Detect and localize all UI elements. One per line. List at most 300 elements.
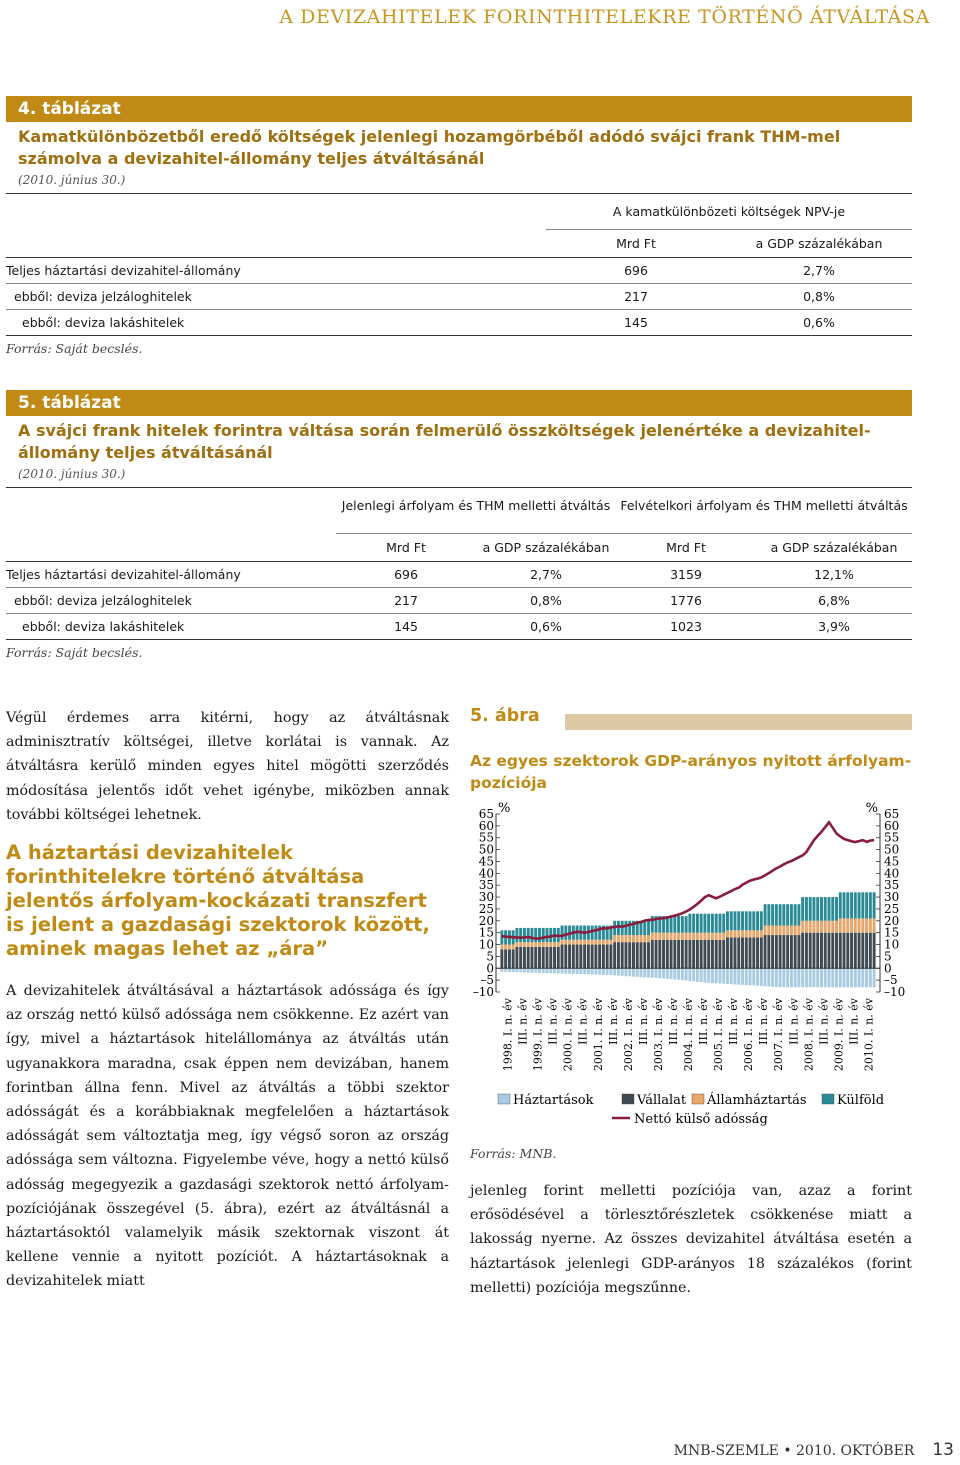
legend-swatch-hh — [498, 1094, 510, 1104]
bar-hh — [737, 968, 740, 984]
bar-gov — [527, 942, 530, 947]
bar-ext — [843, 892, 846, 918]
bar-corp — [843, 933, 846, 969]
bar-ext — [696, 914, 699, 933]
bar-gov — [688, 933, 691, 940]
bar-ext — [670, 916, 673, 933]
bar-corp — [734, 937, 737, 968]
bar-ext — [546, 928, 549, 942]
bar-corp — [688, 940, 691, 968]
bar-gov — [598, 940, 601, 945]
bar-hh — [617, 968, 620, 975]
bar-gov — [658, 933, 661, 940]
bar-corp — [700, 940, 703, 968]
x-tick-label: III. n. év — [516, 998, 530, 1045]
legend-swatch-gov — [692, 1094, 704, 1104]
bar-hh — [651, 968, 654, 977]
bar-corp — [598, 945, 601, 969]
bar-hh — [613, 968, 616, 975]
bar-corp — [591, 945, 594, 969]
bar-hh — [820, 968, 823, 987]
table-4-col2: a GDP százalékában — [755, 236, 883, 251]
bar-corp — [632, 942, 635, 968]
bar-hh — [546, 968, 549, 973]
cell: 0,8% — [803, 289, 835, 304]
bar-gov — [561, 940, 564, 945]
bar-hh — [579, 968, 582, 974]
legend-label-ext: Külföld — [837, 1093, 885, 1108]
bar-corp — [828, 933, 831, 969]
bar-hh — [692, 968, 695, 981]
x-tick-label: III. n. év — [636, 998, 650, 1045]
bar-corp — [572, 945, 575, 969]
bar-ext — [561, 926, 564, 940]
x-tick-label: 2003. I. n. év — [651, 998, 665, 1072]
bar-ext — [775, 904, 778, 925]
bar-corp — [515, 947, 518, 968]
bar-hh — [779, 968, 782, 987]
bar-hh — [858, 968, 861, 987]
bar-corp — [670, 940, 673, 968]
legend-label-hh: Háztartások — [513, 1093, 594, 1108]
row-label: ebből: deviza jelzáloghitelek — [14, 593, 192, 608]
bar-gov — [707, 933, 710, 940]
bar-ext — [794, 904, 797, 925]
bar-ext — [801, 897, 804, 921]
bar-gov — [591, 940, 594, 945]
bar-gov — [734, 930, 737, 937]
bar-ext — [534, 928, 537, 942]
y-tick-label-left: –5 — [480, 973, 494, 988]
bar-ext — [745, 911, 748, 930]
table-5-grid — [6, 487, 912, 640]
bar-gov — [662, 933, 665, 940]
bar-corp — [764, 935, 767, 968]
bar-corp — [794, 935, 797, 968]
x-tick-label: III. n. év — [727, 998, 741, 1045]
bar-hh — [500, 968, 503, 972]
bar-ext — [779, 904, 782, 925]
bar-gov — [812, 921, 815, 933]
bar-corp — [587, 945, 590, 969]
bar-ext — [831, 897, 834, 921]
bar-hh — [846, 968, 849, 987]
x-tick-label: 2004. I. n. év — [682, 998, 695, 1072]
bar-corp — [538, 947, 541, 968]
bar-hh — [568, 968, 571, 973]
bar-corp — [801, 933, 804, 969]
bar-gov — [606, 940, 609, 945]
bar-hh — [576, 968, 579, 974]
bar-corp — [643, 942, 646, 968]
bar-ext — [737, 911, 740, 930]
y-tick-label-left: 5 — [486, 949, 494, 964]
bar-corp — [512, 949, 515, 968]
bar-gov — [553, 942, 556, 947]
bar-ext — [756, 911, 759, 930]
cell: 3,9% — [818, 619, 850, 634]
y-tick-label-right: 65 — [884, 807, 900, 821]
bar-corp — [628, 942, 631, 968]
y-tick-label-right: 35 — [884, 878, 900, 893]
table-5-source: Forrás: Saját becslés. — [6, 645, 143, 660]
bar-gov — [767, 926, 770, 935]
table-row — [6, 310, 912, 336]
bar-gov — [861, 918, 864, 932]
bar-ext — [564, 926, 567, 940]
bar-ext — [538, 928, 541, 942]
bar-gov — [500, 945, 503, 950]
bar-corp — [767, 935, 770, 968]
bar-ext — [820, 897, 823, 921]
bar-hh — [764, 968, 767, 986]
bar-ext — [854, 892, 857, 918]
y-tick-label-right: 50 — [884, 842, 900, 857]
bar-hh — [655, 968, 658, 978]
bar-hh — [745, 968, 748, 985]
bar-ext — [760, 911, 763, 930]
bar-hh — [685, 968, 688, 980]
bar-ext — [677, 916, 680, 933]
bar-corp — [824, 933, 827, 969]
bar-ext — [767, 904, 770, 925]
bar-ext — [734, 911, 737, 930]
bar-ext — [782, 904, 785, 925]
bar-hh — [790, 968, 793, 987]
bar-corp — [760, 937, 763, 968]
y-tick-label-right: 30 — [884, 890, 900, 905]
bar-ext — [530, 928, 533, 942]
bar-hh — [760, 968, 763, 986]
bar-gov — [519, 942, 522, 947]
bar-corp — [696, 940, 699, 968]
table-row — [6, 614, 912, 640]
y-axis-right-unit: % — [865, 802, 878, 816]
bar-gov — [718, 933, 721, 940]
bar-corp — [546, 947, 549, 968]
cell: 217 — [624, 289, 648, 304]
bar-ext — [527, 928, 530, 942]
bar-gov — [756, 930, 759, 937]
bar-gov — [647, 935, 650, 942]
y-tick-label-left: 50 — [478, 842, 494, 857]
bar-corp — [519, 947, 522, 968]
bar-gov — [805, 921, 808, 933]
bar-ext — [722, 914, 725, 933]
table-5-group1: Jelenlegi árfolyam és THM melletti átváltás — [336, 488, 616, 534]
bar-hh — [504, 968, 507, 972]
bar-gov — [775, 926, 778, 935]
bar-hh — [703, 968, 706, 982]
bar-hh — [587, 968, 590, 974]
cell: 3159 — [670, 567, 702, 582]
bar-corp — [651, 940, 654, 968]
cell: 1023 — [670, 619, 702, 634]
y-tick-label-right: 45 — [884, 854, 900, 869]
row-label: Teljes háztartási devizahitel-állomány — [6, 263, 241, 278]
bar-corp — [737, 937, 740, 968]
table-5-number-bar — [6, 390, 912, 416]
cell: 2,7% — [530, 567, 562, 582]
y-tick-label-left: 10 — [478, 937, 494, 952]
legend-label-gov: Államháztartás — [707, 1093, 807, 1108]
bar-corp — [846, 933, 849, 969]
bar-gov — [730, 930, 733, 937]
y-tick-label-left: 40 — [478, 866, 494, 881]
bar-corp — [858, 933, 861, 969]
bar-ext — [816, 897, 819, 921]
bar-ext — [647, 921, 650, 935]
bar-gov — [865, 918, 868, 932]
bar-hh — [583, 968, 586, 974]
bar-gov — [726, 930, 729, 937]
bar-gov — [655, 933, 658, 940]
y-tick-label-right: 40 — [884, 866, 900, 881]
x-tick-label: 2009. I. n. év — [832, 998, 846, 1072]
bar-ext — [741, 911, 744, 930]
y-tick-label-right: 15 — [884, 925, 900, 940]
bar-ext — [628, 921, 631, 935]
bar-gov — [715, 933, 718, 940]
bar-gov — [850, 918, 853, 932]
bar-gov — [542, 942, 545, 947]
bar-gov — [779, 926, 782, 935]
bar-gov — [583, 940, 586, 945]
bar-corp — [553, 947, 556, 968]
bar-ext — [711, 914, 714, 933]
bar-ext — [703, 914, 706, 933]
cell: 1776 — [670, 593, 702, 608]
bar-hh — [786, 968, 789, 987]
bar-corp — [820, 933, 823, 969]
table-5-col2: a GDP százalékában — [482, 540, 610, 555]
y-tick-label-right: 55 — [884, 830, 900, 845]
bar-gov — [530, 942, 533, 947]
bar-hh — [527, 968, 530, 972]
bar-corp — [816, 933, 819, 969]
x-tick-label: 2001. I. n. év — [591, 998, 605, 1072]
table-4-grid — [6, 193, 912, 336]
bar-gov — [703, 933, 706, 940]
bar-corp — [621, 942, 624, 968]
bar-gov — [749, 930, 752, 937]
bar-gov — [869, 918, 872, 932]
bar-hh — [602, 968, 605, 975]
bar-hh — [647, 968, 650, 977]
bar-hh — [809, 968, 812, 987]
bar-corp — [839, 933, 842, 969]
bar-ext — [869, 892, 872, 918]
bar-hh — [557, 968, 560, 973]
page-footer — [674, 1440, 954, 1460]
bar-hh — [734, 968, 737, 984]
bar-hh — [797, 968, 800, 987]
bar-ext — [752, 911, 755, 930]
running-head: A DEVIZAHITELEK FORINTHITELEKRE TÖRTÉNŐ ÁTVÁLTÁSA — [279, 6, 930, 28]
bar-hh — [831, 968, 834, 987]
bar-gov — [564, 940, 567, 945]
bar-corp — [636, 942, 639, 968]
bar-corp — [609, 945, 612, 969]
y-tick-label-right: 60 — [884, 818, 900, 833]
bar-gov — [523, 942, 526, 947]
bar-gov — [835, 921, 838, 933]
bar-hh — [869, 968, 872, 987]
bar-gov — [816, 921, 819, 933]
bar-gov — [568, 940, 571, 945]
bar-gov — [557, 942, 560, 947]
cell: 696 — [394, 567, 418, 582]
bar-gov — [643, 935, 646, 942]
bar-hh — [767, 968, 770, 986]
bar-corp — [564, 945, 567, 969]
bar-corp — [647, 942, 650, 968]
bar-corp — [745, 937, 748, 968]
sector-position-chart — [470, 802, 912, 1142]
cell: 0,6% — [530, 619, 562, 634]
bar-hh — [816, 968, 819, 987]
bar-gov — [741, 930, 744, 937]
bar-corp — [681, 940, 684, 968]
bar-corp — [666, 940, 669, 968]
bar-gov — [820, 921, 823, 933]
bar-ext — [764, 904, 767, 925]
cell: 6,8% — [818, 593, 850, 608]
table-5-col1: Mrd Ft — [386, 540, 426, 555]
bar-gov — [636, 935, 639, 942]
x-tick-label: III. n. év — [576, 998, 590, 1045]
bar-hh — [632, 968, 635, 976]
figure-header-bar — [565, 714, 912, 730]
bar-gov — [621, 935, 624, 942]
bar-gov — [587, 940, 590, 945]
bar-hh — [749, 968, 752, 985]
bar-ext — [523, 928, 526, 942]
table-row — [6, 588, 912, 614]
x-tick-label: 2007. I. n. év — [772, 998, 786, 1072]
bar-gov — [858, 918, 861, 932]
x-tick-label: 2000. I. n. év — [561, 998, 575, 1072]
bar-ext — [681, 916, 684, 933]
bar-hh — [752, 968, 755, 985]
bar-hh — [534, 968, 537, 973]
table-5-group2: Felvételkori árfolyam és THM melletti átváltás — [616, 488, 912, 534]
bar-hh — [523, 968, 526, 972]
bar-gov — [846, 918, 849, 932]
bar-hh — [828, 968, 831, 987]
bar-hh — [621, 968, 624, 976]
bar-ext — [519, 928, 522, 942]
bar-corp — [812, 933, 815, 969]
bar-gov — [579, 940, 582, 945]
bar-gov — [873, 918, 876, 932]
bar-hh — [805, 968, 808, 987]
bar-corp — [752, 937, 755, 968]
bar-ext — [865, 892, 868, 918]
y-tick-label-left: 35 — [478, 878, 494, 893]
bar-gov — [685, 933, 688, 940]
bar-corp — [809, 933, 812, 969]
legend-label-line: Nettó külső adósság — [634, 1112, 768, 1127]
table-5-col4: a GDP százalékában — [770, 540, 898, 555]
bar-hh — [850, 968, 853, 987]
bar-hh — [782, 968, 785, 987]
bar-hh — [591, 968, 594, 974]
bar-hh — [688, 968, 691, 981]
x-tick-label: III. n. év — [787, 998, 801, 1045]
bar-corp — [718, 940, 721, 968]
bar-corp — [692, 940, 695, 968]
bar-gov — [809, 921, 812, 933]
bar-corp — [831, 933, 834, 969]
bar-ext — [707, 914, 710, 933]
bar-corp — [703, 940, 706, 968]
bar-hh — [643, 968, 646, 977]
bar-corp — [579, 945, 582, 969]
bar-ext — [726, 911, 729, 930]
bar-hh — [873, 968, 876, 987]
bar-gov — [673, 933, 676, 940]
bar-hh — [598, 968, 601, 974]
bar-ext — [786, 904, 789, 925]
bar-hh — [726, 968, 729, 984]
bar-corp — [805, 933, 808, 969]
bar-gov — [549, 942, 552, 947]
table-5-title: A svájci frank hitelek forintra váltása során felmerülő összköltségek jelenértéke a devizahitel-állomány teljes átváltásánál — [18, 421, 871, 462]
bar-gov — [677, 933, 680, 940]
bar-corp — [658, 940, 661, 968]
table-4-source: Forrás: Saját becslés. — [6, 341, 143, 356]
bar-corp — [790, 935, 793, 968]
bar-gov — [613, 935, 616, 942]
y-tick-label-left: 55 — [478, 830, 494, 845]
legend-label-corp: Vállalat — [637, 1093, 687, 1108]
bar-hh — [718, 968, 721, 983]
table-4-group-header: A kamatkülönbözeti költségek NPV-je — [546, 194, 912, 230]
bar-hh — [771, 968, 774, 987]
bar-corp — [624, 942, 627, 968]
bar-corp — [576, 945, 579, 969]
y-tick-label-left: 60 — [478, 818, 494, 833]
bar-corp — [786, 935, 789, 968]
bar-gov — [670, 933, 673, 940]
bar-corp — [583, 945, 586, 969]
bar-hh — [681, 968, 684, 980]
bar-hh — [561, 968, 564, 973]
bar-corp — [561, 945, 564, 969]
bar-gov — [828, 921, 831, 933]
bar-ext — [617, 921, 620, 935]
y-tick-label-right: 20 — [884, 913, 900, 928]
bar-hh — [594, 968, 597, 974]
bar-gov — [782, 926, 785, 935]
bar-corp — [606, 945, 609, 969]
x-tick-label: 2005. I. n. év — [712, 998, 726, 1072]
bar-corp — [873, 933, 876, 969]
x-tick-label: III. n. év — [546, 998, 560, 1045]
bar-gov — [839, 918, 842, 932]
bar-hh — [628, 968, 631, 976]
bar-gov — [546, 942, 549, 947]
bar-corp — [869, 933, 872, 969]
bar-corp — [711, 940, 714, 968]
bar-gov — [504, 945, 507, 950]
bar-gov — [711, 933, 714, 940]
bar-gov — [794, 926, 797, 935]
bar-ext — [824, 897, 827, 921]
legend-swatch-ext — [822, 1094, 834, 1104]
bar-corp — [500, 949, 503, 968]
